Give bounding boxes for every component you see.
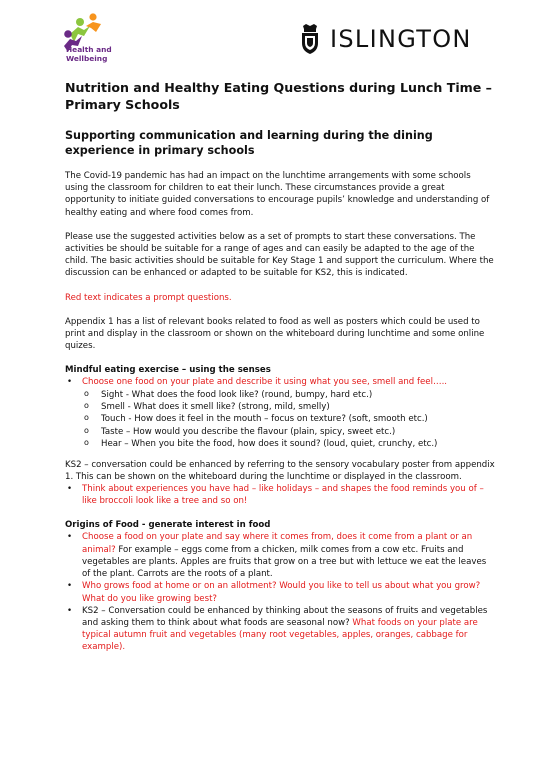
health-and-wellbeing-text: Health and Wellbeing [66,45,112,63]
document-body [65,79,495,654]
red-text-note: Red text indicates a prompt questions. [65,292,232,303]
page-title: Nutrition and Healthy Eating Questions during Lunch Time – Primary Schools [65,80,492,112]
list-item: • Choose one food on your plate and describe it using what you see, smell and feel….. [65,376,495,388]
list-item: • Who grows food at home or on an allotment? Would you like to tell us about what you grow? What do you like growing best? [65,580,495,604]
list-item: • KS2 – Conversation could be enhanced by thinking about the seasons of fruits and vegetables and asking them to think about what foods are seasonal now? What foods on your plate are typical autumn fruit and vegetables (many root vegetables, apples, oranges, cabbage for example). [65,605,495,654]
appendix-paragraph: Appendix 1 has a list of relevant books related to food as well as posters which could be used to print and display in the classroom or shown on the whiteboard during lunchtime and some online quizes. [65,316,485,352]
intro-paragraph-1: The Covid-19 pandemic has had an impact on the lunchtime arrangements with some schools using the classroom for children to eat their lunch. These circumstances provide a great opportunity to initiate guided conversations to encourage pupils’ knowledge and understanding of healthy eating and where food comes from. [65,171,490,218]
section-heading-origins-of-food: Origins of Food - generate interest in food [65,520,271,531]
list-item: • Think about experiences you have had – like holidays – and shapes the food reminds you of – like broccoli look like a tree and so on! [65,483,495,507]
mindful-eating-list [65,376,495,388]
senses-list [65,389,495,451]
sense-item-smell: o Smell - What does it smell like? (strong, mild, smelly) [65,401,495,413]
subtitle: Supporting communication and learning during the dining experience in primary schools [65,129,433,157]
sense-item-taste: o Taste – How would you describe the flavour (plain, spicy, sweet etc.) [65,426,495,438]
experiences-list [65,483,495,507]
council-name: ISLINGTON [330,25,472,53]
ks2-sensory-paragraph: KS2 – conversation could be enhanced by referring to the sensory vocabulary poster from appendix 1. This can be shown on the whiteboard during the lunchtime or displayed in the classroom. [65,459,495,482]
list-item: • Choose a food on your plate and say where it comes from, does it come from a plant or an animal? For example – eggs come from a chicken, milk comes from a cow etc. Fruits and vegetables are plants. Apples are fruits that grow on a tree but with lettuce we eat the leaves of the plant. Carrots are the roots of a plant. [65,531,495,580]
origins-list [65,531,495,653]
sense-item-sight: o Sight - What does the food look like? (round, bumpy, hard etc.) [65,389,495,401]
sense-item-hear: o Hear – When you bite the food, how does it sound? (loud, quiet, crunchy, etc.) [65,438,495,450]
sense-item-touch: o Touch - How does it feel in the mouth – focus on texture? (soft, smooth etc.) [65,413,495,425]
intro-paragraph-2: Please use the suggested activities below as a set of prompts to start these conversations. The activities be should be suitable for a range of ages and can easily be adapted to the age of the child. The basic activities should be suitable for Key Stage 1 and support the curriculum. Where the discussion can be enhanced or adapted to be suitable for KS2, this is indicated. [65,231,494,279]
section-heading-mindful-eating: Mindful eating exercise – using the senses [65,365,271,376]
islington-logo [298,23,488,55]
crest-icon [298,23,322,55]
